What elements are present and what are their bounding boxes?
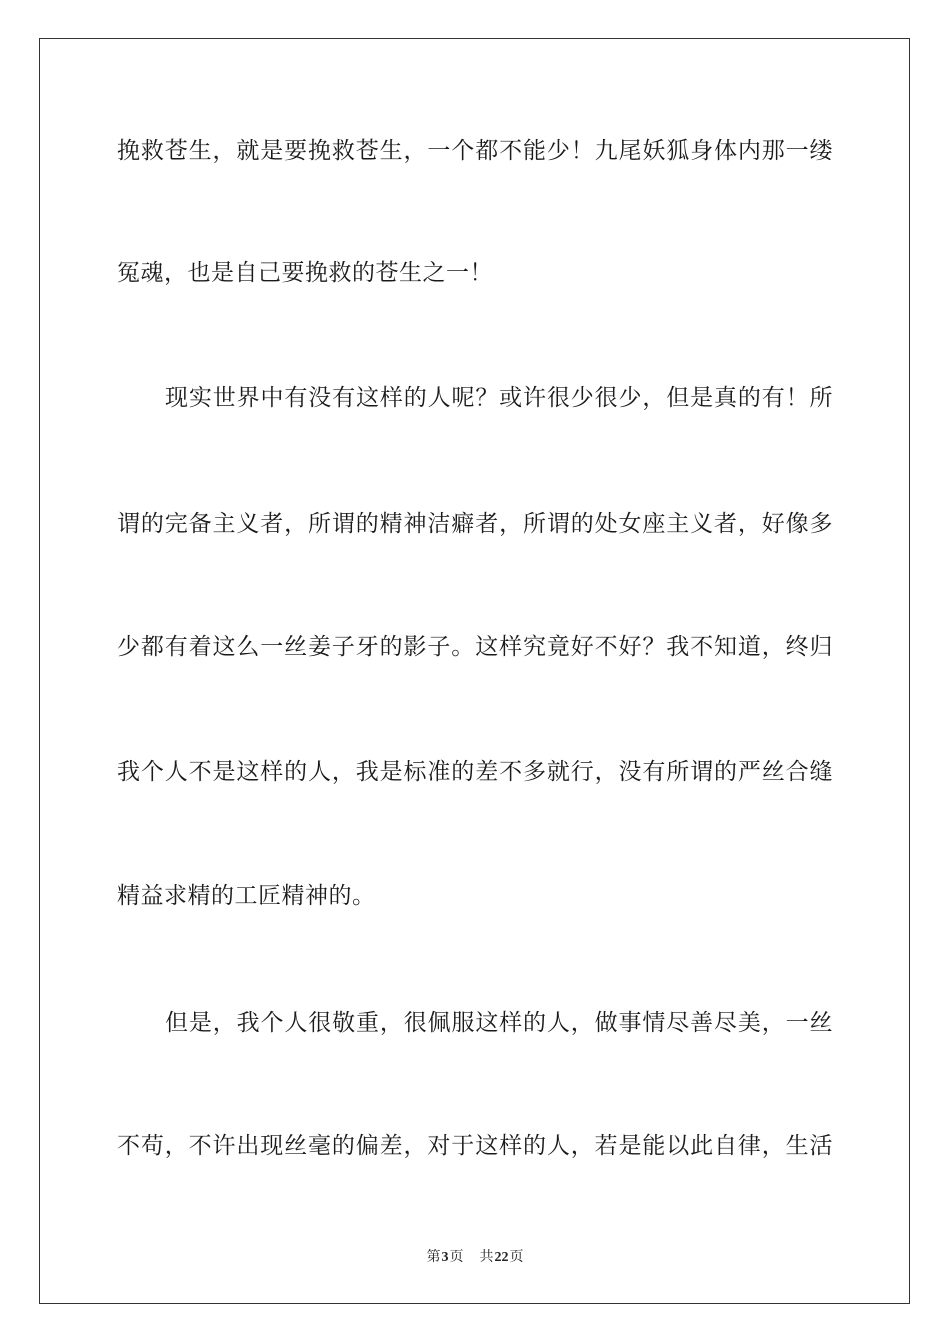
page-prefix: 第 [426,1249,441,1265]
body-text-line-9: 不苟，不许出现丝毫的偏差，对于这样的人，若是能以此自律，生活 [117,1133,833,1159]
body-text-line-4: 谓的完备主义者，所谓的精神洁癖者，所谓的处女座主义者，好像多 [117,511,833,537]
page-border [39,38,910,1304]
total-prefix: 共 [479,1249,494,1265]
body-text-line-8: 但是，我个人很敬重，很佩服这样的人，做事情尽善尽美，一丝 [165,1010,833,1036]
page-suffix: 页 [449,1249,464,1265]
body-text-line-7: 精益求精的工匠精神的。 [117,883,376,909]
total-suffix: 页 [509,1249,524,1265]
body-text-line-3: 现实世界中有没有这样的人呢？或许很少很少，但是真的有！所 [165,385,833,411]
body-text-line-6: 我个人不是这样的人，我是标准的差不多就行，没有所谓的严丝合缝 [117,759,833,785]
body-text-line-5: 少都有着这么一丝姜子牙的影子。这样究竟好不好？我不知道，终归 [117,634,833,660]
total-pages: 22 [494,1250,509,1265]
body-text-line-2: 冤魂，也是自己要挽救的苍生之一！ [117,260,493,286]
page-footer [0,1248,950,1267]
body-text-line-1: 挽救苍生，就是要挽救苍生，一个都不能少！九尾妖狐身体内那一缕 [117,138,833,164]
page-number: 3 [441,1250,449,1265]
